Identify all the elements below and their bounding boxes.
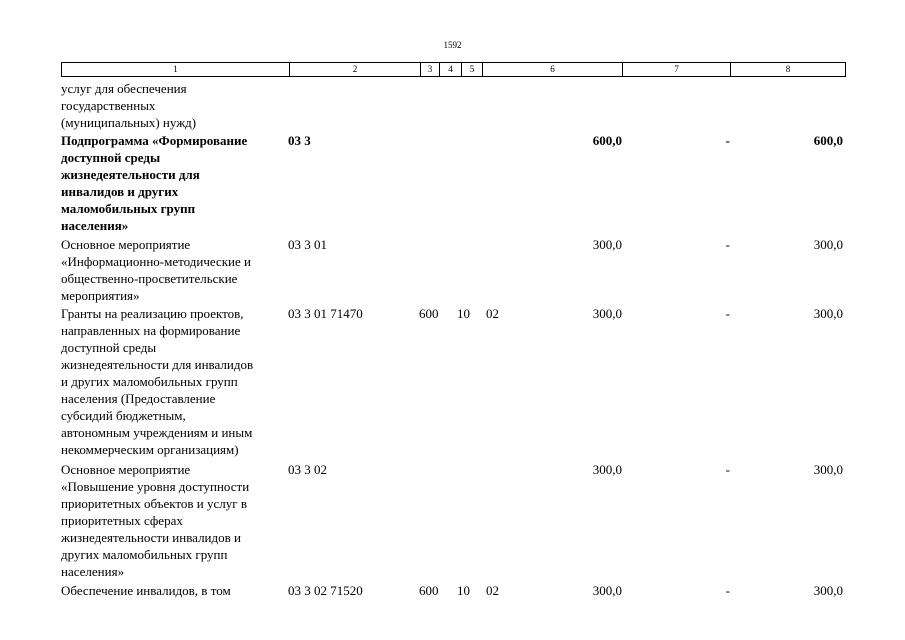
page-number: 1592 bbox=[443, 40, 462, 50]
header-col-1: 1 bbox=[62, 63, 290, 76]
row-code: 03 3 01 71470 bbox=[288, 306, 363, 321]
row-name: Подпрограмма «Формирование доступной среды жизнедеятельности для инвалидов и других маломобильных групп населения» bbox=[61, 133, 248, 233]
header-col-4: 4 bbox=[440, 63, 462, 76]
row-value-8: 300,0 bbox=[813, 237, 843, 252]
row-value-8: 300,0 bbox=[813, 583, 843, 598]
row-pr: 02 bbox=[486, 583, 499, 598]
row-value-7: - bbox=[725, 583, 730, 598]
row-value-7: - bbox=[725, 306, 730, 321]
row-value-6: 300,0 bbox=[592, 583, 622, 598]
row-value-8: 300,0 bbox=[813, 306, 843, 321]
row-name: услуг для обеспечения государственных (муниципальных) нужд) bbox=[61, 81, 197, 130]
row-value-6: 600,0 bbox=[592, 133, 622, 148]
row-name: Обеспечение инвалидов, в том bbox=[61, 583, 231, 598]
row-pr: 02 bbox=[486, 306, 499, 321]
header-col-8: 8 bbox=[785, 64, 791, 74]
header-col-7: 7 bbox=[623, 63, 731, 76]
header-col-6: 6 bbox=[483, 63, 623, 76]
row-value-7: - bbox=[725, 133, 730, 148]
row-code: 03 3 02 bbox=[288, 462, 327, 477]
row-rz: 10 bbox=[457, 306, 470, 321]
row-code: 03 3 01 bbox=[288, 237, 327, 252]
header-col-3: 3 bbox=[421, 63, 440, 76]
row-value-7: - bbox=[725, 462, 730, 477]
header-col-2: 2 bbox=[290, 63, 421, 76]
row-value-7: - bbox=[725, 237, 730, 252]
row-name: Гранты на реализацию проектов, направленных на формирование доступной среды жизнедеятельности для инвалидов и других маломобильных групп населения (Предоставление субсидий бюджетным, автономным учреждениям и иным некоммерческим организациям) bbox=[61, 306, 254, 457]
row-value-8: 300,0 bbox=[813, 462, 843, 477]
row-value-6: 300,0 bbox=[592, 237, 622, 252]
row-name: Основное мероприятие «Информационно-методические и общественно-просветительские мероприятия» bbox=[61, 237, 251, 303]
row-vr: 600 bbox=[419, 306, 439, 321]
row-code: 03 3 bbox=[288, 133, 311, 148]
row-rz: 10 bbox=[457, 583, 470, 598]
row-value-6: 300,0 bbox=[592, 306, 622, 321]
row-vr: 600 bbox=[419, 583, 439, 598]
column-number-header bbox=[61, 62, 846, 77]
header-col-5: 5 bbox=[462, 63, 483, 76]
row-value-8: 600,0 bbox=[813, 133, 843, 148]
row-code: 03 3 02 71520 bbox=[288, 583, 363, 598]
row-value-6: 300,0 bbox=[592, 462, 622, 477]
row-name: Основное мероприятие «Повышение уровня доступности приоритетных объектов и услуг в приоритетных сферах жизнедеятельности инвалидов и других маломобильных групп населения» bbox=[61, 462, 250, 579]
